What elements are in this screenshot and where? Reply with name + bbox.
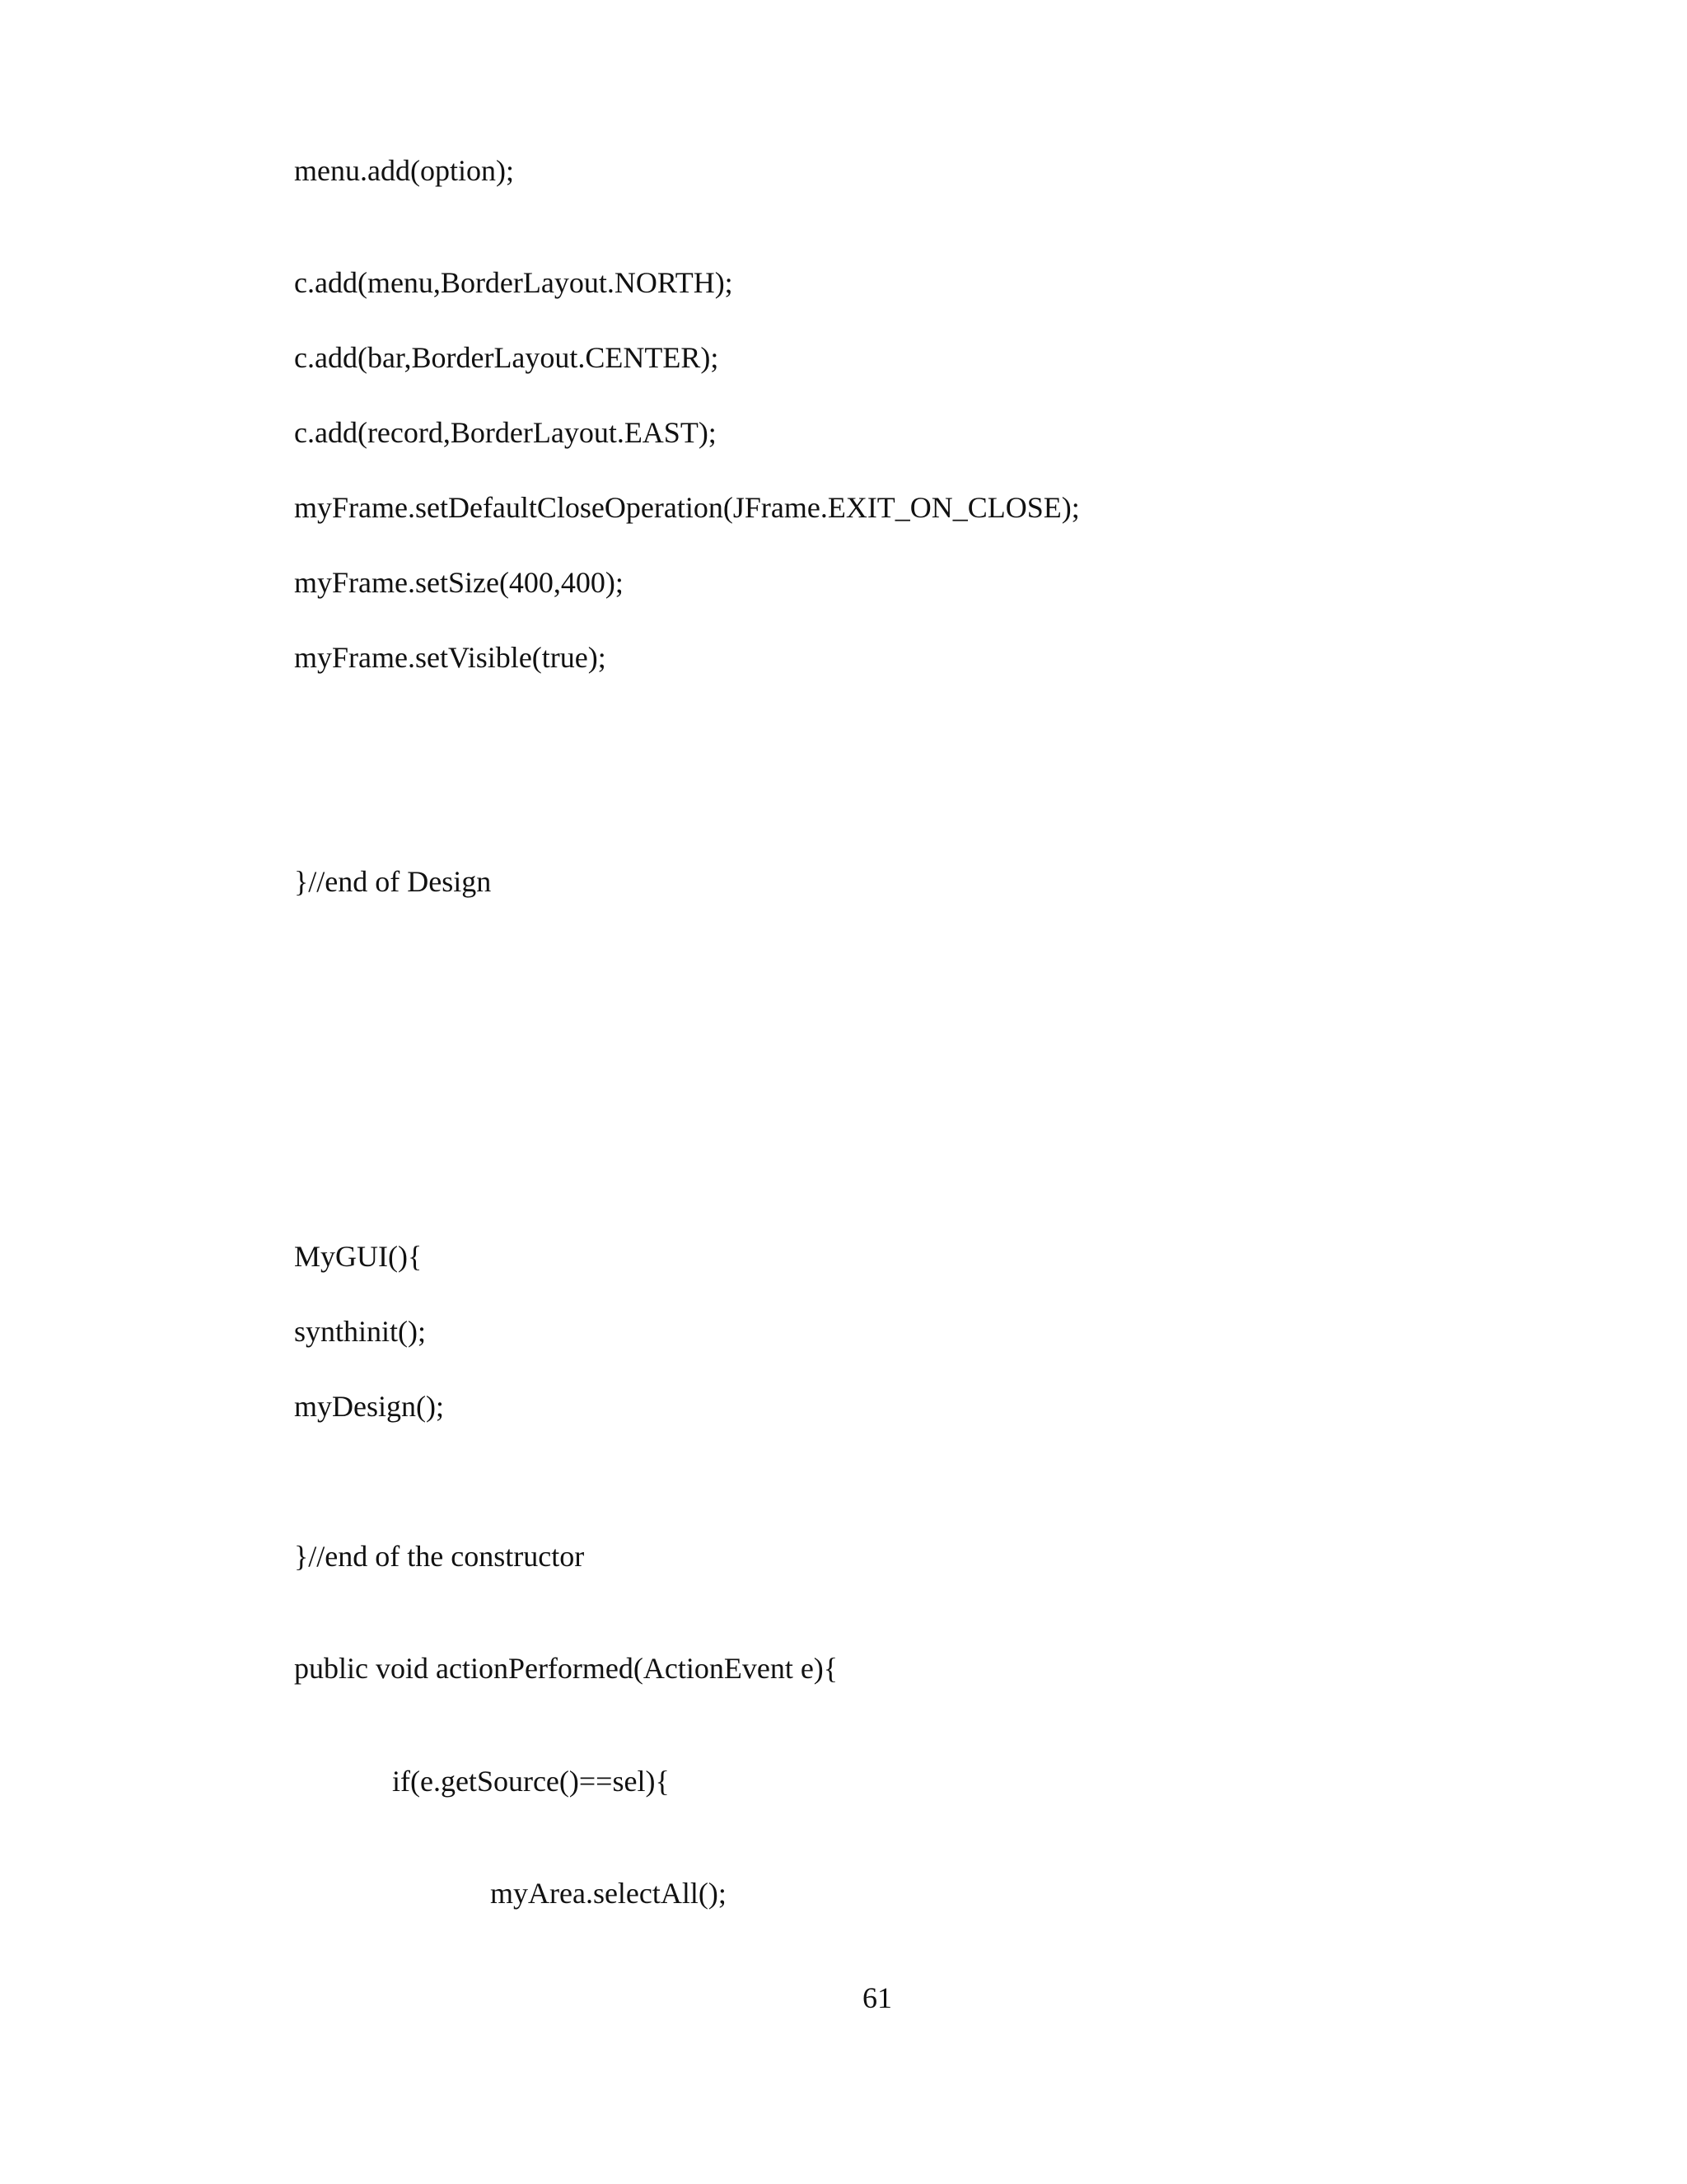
code-line: myFrame.setVisible(true); [294,641,606,674]
code-line: }//end of the constructor [294,1540,585,1573]
code-line: myArea.selectAll(); [490,1877,727,1910]
code-line: c.add(bar,BorderLayout.CENTER); [294,341,719,374]
code-line: myFrame.setDefaultCloseOperation(JFrame.EXIT_ON_CLOSE); [294,491,1080,524]
code-line: c.add(menu,BorderLayout.NORTH); [294,266,733,299]
code-line: myDesign(); [294,1390,444,1423]
code-line: c.add(record,BorderLayout.EAST); [294,416,717,449]
code-line: public void actionPerformed(ActionEvent e){ [294,1652,839,1685]
code-line: MyGUI(){ [294,1240,423,1273]
page-number: 61 [862,1981,892,2014]
code-line: synthinit(); [294,1315,426,1348]
code-line: if(e.getSource()==sel){ [392,1765,670,1798]
code-line: menu.add(option); [294,154,514,187]
code-line: myFrame.setSize(400,400); [294,566,624,599]
code-line: }//end of Design [294,865,492,898]
